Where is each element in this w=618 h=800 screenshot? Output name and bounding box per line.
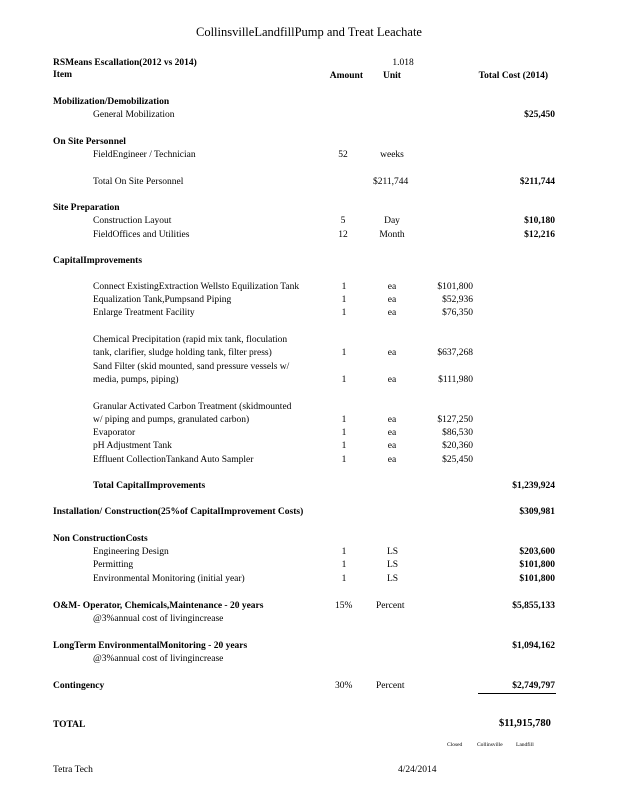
site-prep-total: $10,180	[524, 216, 555, 226]
om-total: $5,855,133	[512, 601, 555, 611]
non-construction-total: $101,800	[519, 560, 555, 570]
mobilization-item: General Mobilization	[93, 110, 175, 120]
capital-item: w/ piping and pumps, granulated carbon)	[93, 415, 250, 425]
capital-item: Connect ExistingExtraction Wellsto Equilization Tank	[93, 282, 300, 292]
capital-item: tank, clarifier, sludge holding tank, filter press)	[93, 348, 272, 358]
capital-amount: 1	[341, 308, 347, 318]
non-construction-unit: LS	[387, 547, 399, 557]
capital-unit: ea	[387, 441, 397, 451]
stamp-landfill: Landfill	[516, 742, 534, 748]
page-title: CollinsvilleLandfillPump and Treat Leachate	[195, 25, 422, 39]
section-heading-non-construction: Non ConstructionCosts	[53, 534, 148, 544]
personnel-total: $211,744	[519, 177, 555, 187]
stamp-closed: Closed	[447, 742, 463, 748]
capital-item: Granular Activated Carbon Treatment (skidmounted	[93, 402, 292, 412]
contingency-total: $2,749,797	[512, 681, 555, 691]
om-label: O&M- Operator, Chemicals,Maintenance - 20 years	[53, 601, 264, 611]
capital-cost: $111,980	[438, 375, 473, 385]
ltem-total: $1,094,162	[512, 641, 555, 651]
section-heading-mobilization: Mobilization/Demobilization	[53, 97, 170, 107]
capital-item: Effluent CollectionTankand Auto Sampler	[93, 455, 254, 465]
column-header-total: Total Cost (2014)	[478, 71, 548, 81]
capital-amount: 1	[341, 441, 347, 451]
capital-unit: ea	[387, 375, 397, 385]
capital-amount: 1	[341, 348, 347, 358]
capital-amount: 1	[341, 282, 347, 292]
capital-amount: 1	[341, 455, 347, 465]
non-construction-amount: 1	[341, 547, 347, 557]
capital-item: Equalization Tank,Pumpsand Piping	[93, 295, 232, 305]
grand-total-value: $11,915,780	[499, 718, 551, 729]
total-rule	[478, 693, 556, 694]
capital-cost: $637,268	[437, 348, 473, 358]
om-amount: 15%	[335, 601, 353, 611]
section-heading-site-prep: Site Preparation	[53, 203, 120, 213]
capital-unit: ea	[387, 428, 397, 438]
capital-item: media, pumps, piping)	[93, 375, 179, 385]
personnel-total-label: Total On Site Personnel	[93, 177, 184, 187]
footer-company: Tetra Tech	[53, 765, 93, 775]
section-heading-capital: CapitalImprovements	[53, 256, 143, 266]
non-construction-unit: LS	[387, 574, 399, 584]
installation-total: $309,981	[519, 507, 555, 517]
escalation-value: 1.018	[392, 58, 414, 68]
capital-cost: $25,450	[442, 455, 473, 465]
non-construction-item: Engineering Design	[93, 547, 169, 557]
om-unit: Percent	[376, 601, 405, 611]
column-header-amount: Amount	[329, 71, 363, 81]
site-prep-amount: 12	[338, 230, 348, 240]
ltem-label: LongTerm EnvironmentalMonitoring - 20 years	[53, 641, 248, 651]
capital-cost: $52,936	[442, 295, 473, 305]
site-prep-item: Construction Layout	[93, 216, 172, 226]
contingency-amount: 30%	[335, 681, 353, 691]
site-prep-total: $12,216	[524, 230, 555, 240]
capital-amount: 1	[341, 375, 347, 385]
capital-unit: ea	[387, 295, 397, 305]
capital-cost: $76,350	[442, 308, 473, 318]
stamp-collinsville: Collinsville	[477, 742, 503, 748]
non-construction-item: Environmental Monitoring (initial year)	[93, 574, 245, 584]
column-header-unit: Unit	[383, 71, 401, 81]
capital-cost: $127,250	[437, 415, 473, 425]
capital-cost: $86,530	[442, 428, 473, 438]
personnel-item: FieldEngineer / Technician	[93, 150, 196, 160]
installation-label: Installation/ Construction(25%of CapitalImprovement Costs)	[53, 507, 304, 517]
capital-amount: 1	[341, 428, 347, 438]
capital-item: Evaporator	[93, 428, 136, 438]
site-prep-unit: Day	[384, 216, 400, 226]
capital-item: Sand Filter (skid mounted, sand pressure vessels w/	[93, 362, 290, 372]
non-construction-unit: LS	[387, 560, 399, 570]
om-note: @3%annual cost of livingincrease	[93, 614, 224, 624]
non-construction-total: $101,800	[519, 574, 555, 584]
capital-amount: 1	[341, 415, 347, 425]
capital-unit: ea	[387, 348, 397, 358]
capital-amount: 1	[341, 295, 347, 305]
site-prep-unit: Month	[379, 230, 405, 240]
capital-cost: $101,800	[437, 282, 473, 292]
personnel-unit-total: $211,744	[373, 177, 409, 187]
capital-unit: ea	[387, 308, 397, 318]
non-construction-amount: 1	[341, 574, 347, 584]
section-heading-personnel: On Site Personnel	[53, 137, 126, 147]
personnel-amount: 52	[338, 150, 348, 160]
escalation-label: RSMeans Escallation(2012 vs 2014)	[53, 58, 197, 68]
capital-item: Enlarge Treatment Facility	[93, 308, 195, 318]
personnel-unit: weeks	[380, 150, 404, 160]
footer-date: 4/24/2014	[398, 765, 437, 775]
capital-unit: ea	[387, 415, 397, 425]
ltem-note: @3%annual cost of livingincrease	[93, 654, 224, 664]
contingency-label: Contingency	[53, 681, 105, 691]
mobilization-total: $25,450	[524, 110, 555, 120]
capital-unit: ea	[387, 282, 397, 292]
non-construction-item: Permitting	[93, 560, 134, 570]
column-header-item: Item	[53, 70, 72, 80]
contingency-unit: Percent	[376, 681, 405, 691]
site-prep-item: FieldOffices and Utilities	[93, 230, 190, 240]
capital-item: Chemical Precipitation (rapid mix tank, floculation	[93, 335, 288, 345]
non-construction-amount: 1	[341, 560, 347, 570]
non-construction-total: $203,600	[519, 547, 555, 557]
grand-total-label: TOTAL	[53, 720, 86, 730]
capital-item: pH Adjustment Tank	[93, 441, 172, 451]
capital-cost: $20,360	[442, 441, 473, 451]
capital-unit: ea	[387, 455, 397, 465]
capital-total-label: Total CapitalImprovements	[93, 481, 206, 491]
capital-total: $1,239,924	[512, 481, 555, 491]
site-prep-amount: 5	[340, 216, 346, 226]
